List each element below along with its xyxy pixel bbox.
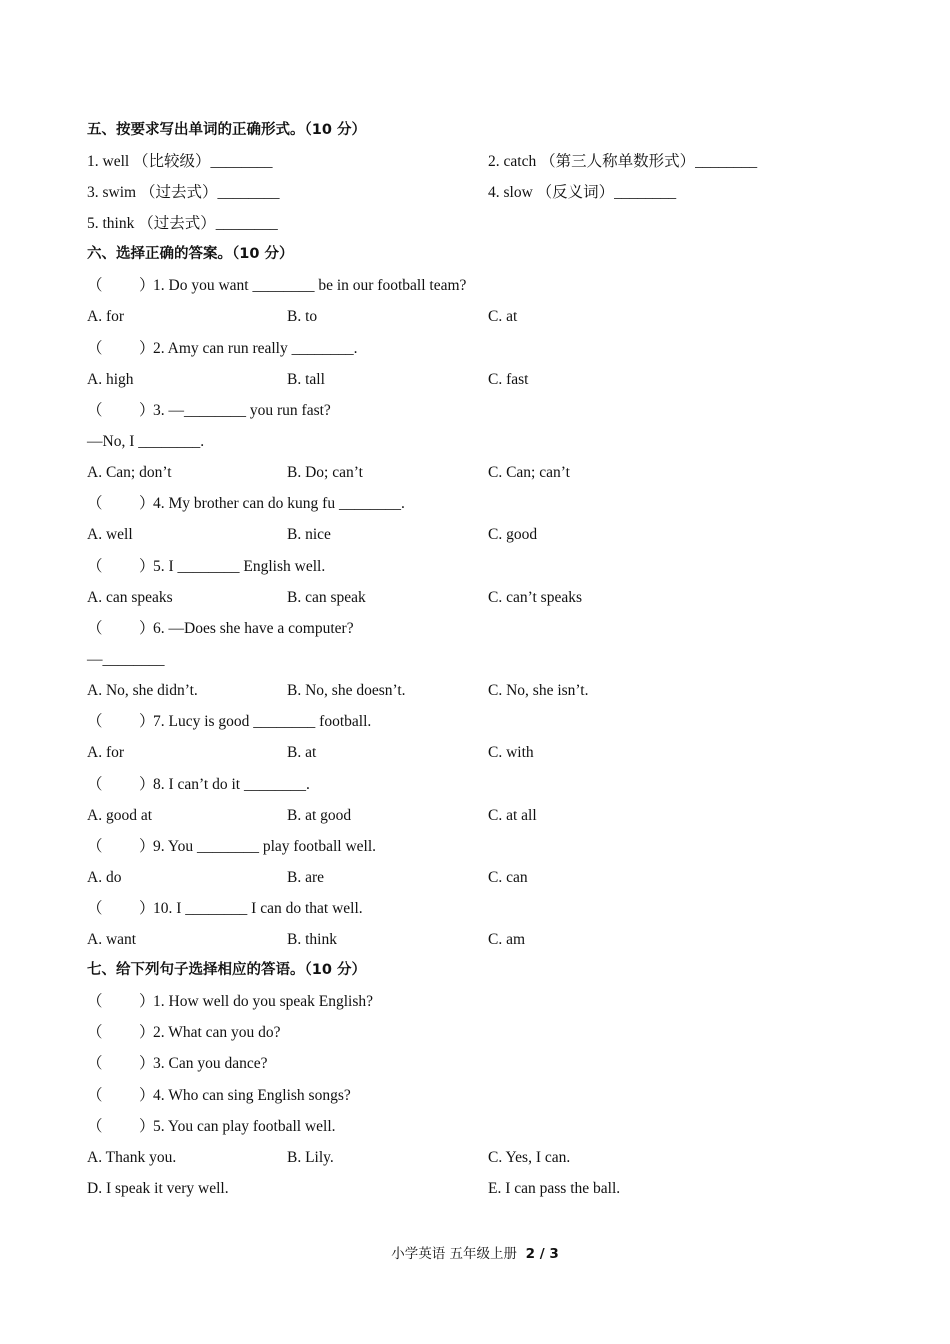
question-stem: 2. What can you do?	[153, 1024, 281, 1041]
s6-options-5	[87, 582, 867, 613]
s6-options-6	[87, 675, 867, 706]
option-a: A. do	[87, 869, 122, 886]
option-c: C. with	[488, 744, 534, 761]
option-d: D. I speak it very well.	[87, 1180, 229, 1197]
option-c: C. am	[488, 931, 526, 948]
s7-question-3	[87, 1048, 268, 1079]
answer-blank[interactable]: （ ）	[87, 1055, 155, 1072]
answer-blank[interactable]: （ ）	[87, 495, 155, 512]
s5-row-2	[87, 177, 867, 208]
s6-question-2	[87, 333, 357, 364]
answer-blank[interactable]: （ ）	[87, 993, 155, 1010]
s7-question-4	[87, 1080, 351, 1111]
s6-options-7	[87, 737, 867, 768]
option-c: C. can’t speaks	[488, 589, 582, 606]
option-b: B. think	[287, 931, 337, 948]
footer-title: 小学英语 五年级上册	[391, 1246, 518, 1262]
s6-question-3-reply: —No, I ________.	[87, 433, 205, 450]
question-stem: 7. Lucy is good ________ football.	[153, 713, 372, 730]
question-stem: 10. I ________ I can do that well.	[153, 900, 363, 917]
s5-item-5: 5. think （过去式）________	[87, 215, 278, 232]
option-c: C. can	[488, 869, 528, 886]
question-stem: 2. Amy can run really ________.	[153, 340, 358, 357]
option-b: B. can speak	[287, 589, 366, 606]
option-b: B. tall	[287, 371, 325, 388]
s6-question-1	[87, 270, 466, 301]
question-stem: 9. You ________ play football well.	[153, 838, 377, 855]
question-stem: 6. —Does she have a computer?	[153, 620, 354, 637]
question-stem: 5. I ________ English well.	[153, 558, 326, 575]
s6-options-10	[87, 924, 867, 955]
option-c: C. fast	[488, 371, 529, 388]
s6-question-10	[87, 893, 363, 924]
answer-blank[interactable]: （ ）	[87, 340, 155, 357]
option-a: A. good at	[87, 807, 153, 824]
section-7-title: 七、给下列句子选择相应的答语。（10 分）	[87, 962, 366, 978]
s5-item-2: 2. catch （第三人称单数形式）________	[488, 153, 758, 170]
s6-question-3	[87, 395, 331, 426]
option-c: C. at	[488, 308, 518, 325]
s5-item-3: 3. swim （过去式）________	[87, 184, 280, 201]
s7-options-row-1	[87, 1142, 867, 1173]
option-b: B. No, she doesn’t.	[287, 682, 406, 699]
option-c: C. Yes, I can.	[488, 1149, 571, 1166]
s7-options-row-2	[87, 1173, 867, 1204]
s7-question-5	[87, 1111, 336, 1142]
option-c: C. Can; can’t	[488, 464, 570, 481]
s7-question-1	[87, 986, 373, 1017]
option-b: B. at good	[287, 807, 352, 824]
page-footer	[0, 1242, 950, 1262]
option-a: A. for	[87, 308, 125, 325]
s6-question-9	[87, 831, 376, 862]
s7-question-2	[87, 1017, 281, 1048]
option-b: B. to	[287, 308, 318, 325]
option-b: B. at	[287, 744, 317, 761]
answer-blank[interactable]: （ ）	[87, 558, 155, 575]
option-b: B. are	[287, 869, 325, 886]
option-a: A. high	[87, 371, 134, 388]
option-a: A. Thank you.	[87, 1149, 177, 1166]
s5-item-1: 1. well （比较级）________	[87, 153, 273, 170]
question-stem: 4. Who can sing English songs?	[153, 1087, 351, 1104]
option-b: B. Lily.	[287, 1149, 334, 1166]
option-a: A. well	[87, 526, 133, 543]
option-a: A. for	[87, 744, 125, 761]
answer-blank[interactable]: （ ）	[87, 776, 155, 793]
option-c: C. good	[488, 526, 538, 543]
page-number: 2 / 3	[525, 1246, 559, 1262]
answer-blank[interactable]: （ ）	[87, 838, 155, 855]
option-e: E. I can pass the ball.	[488, 1180, 621, 1197]
question-stem: 8. I can’t do it ________.	[153, 776, 310, 793]
answer-blank[interactable]: （ ）	[87, 1087, 155, 1104]
option-a: A. can speaks	[87, 589, 173, 606]
option-b: B. Do; can’t	[287, 464, 363, 481]
question-stem: 1. How well do you speak English?	[153, 993, 373, 1010]
answer-blank[interactable]: （ ）	[87, 620, 155, 637]
option-c: C. No, she isn’t.	[488, 682, 589, 699]
option-b: B. nice	[287, 526, 331, 543]
s6-question-8	[87, 769, 310, 800]
question-stem: 3. —________ you run fast?	[153, 402, 331, 419]
answer-blank[interactable]: （ ）	[87, 1118, 155, 1135]
s6-question-4	[87, 488, 405, 519]
answer-blank[interactable]: （ ）	[87, 277, 155, 294]
question-stem: 5. You can play football well.	[153, 1118, 336, 1135]
s6-options-9	[87, 862, 867, 893]
s6-question-5	[87, 551, 325, 582]
option-c: C. at all	[488, 807, 537, 824]
section-6-title: 六、选择正确的答案。（10 分）	[87, 246, 294, 262]
answer-blank[interactable]: （ ）	[87, 1024, 155, 1041]
answer-blank[interactable]: （ ）	[87, 900, 155, 917]
s5-item-4: 4. slow （反义词）________	[488, 184, 677, 201]
answer-blank[interactable]: （ ）	[87, 713, 155, 730]
option-a: A. Can; don’t	[87, 464, 172, 481]
question-stem: 4. My brother can do kung fu ________.	[153, 495, 405, 512]
option-a: A. No, she didn’t.	[87, 682, 198, 699]
s6-question-6-reply: —________	[87, 651, 165, 668]
s6-options-1	[87, 301, 867, 332]
question-stem: 3. Can you dance?	[153, 1055, 268, 1072]
s6-question-6	[87, 613, 354, 644]
s6-question-7	[87, 706, 371, 737]
s6-options-2	[87, 364, 867, 395]
s6-options-3	[87, 457, 867, 488]
option-a: A. want	[87, 931, 137, 948]
question-stem: 1. Do you want ________ be in our football team?	[153, 277, 467, 294]
s6-options-8	[87, 800, 867, 831]
section-5-title: 五、按要求写出单词的正确形式。（10 分）	[87, 122, 366, 138]
answer-blank[interactable]: （ ）	[87, 402, 155, 419]
s5-row-1	[87, 146, 867, 177]
s6-options-4	[87, 519, 867, 550]
